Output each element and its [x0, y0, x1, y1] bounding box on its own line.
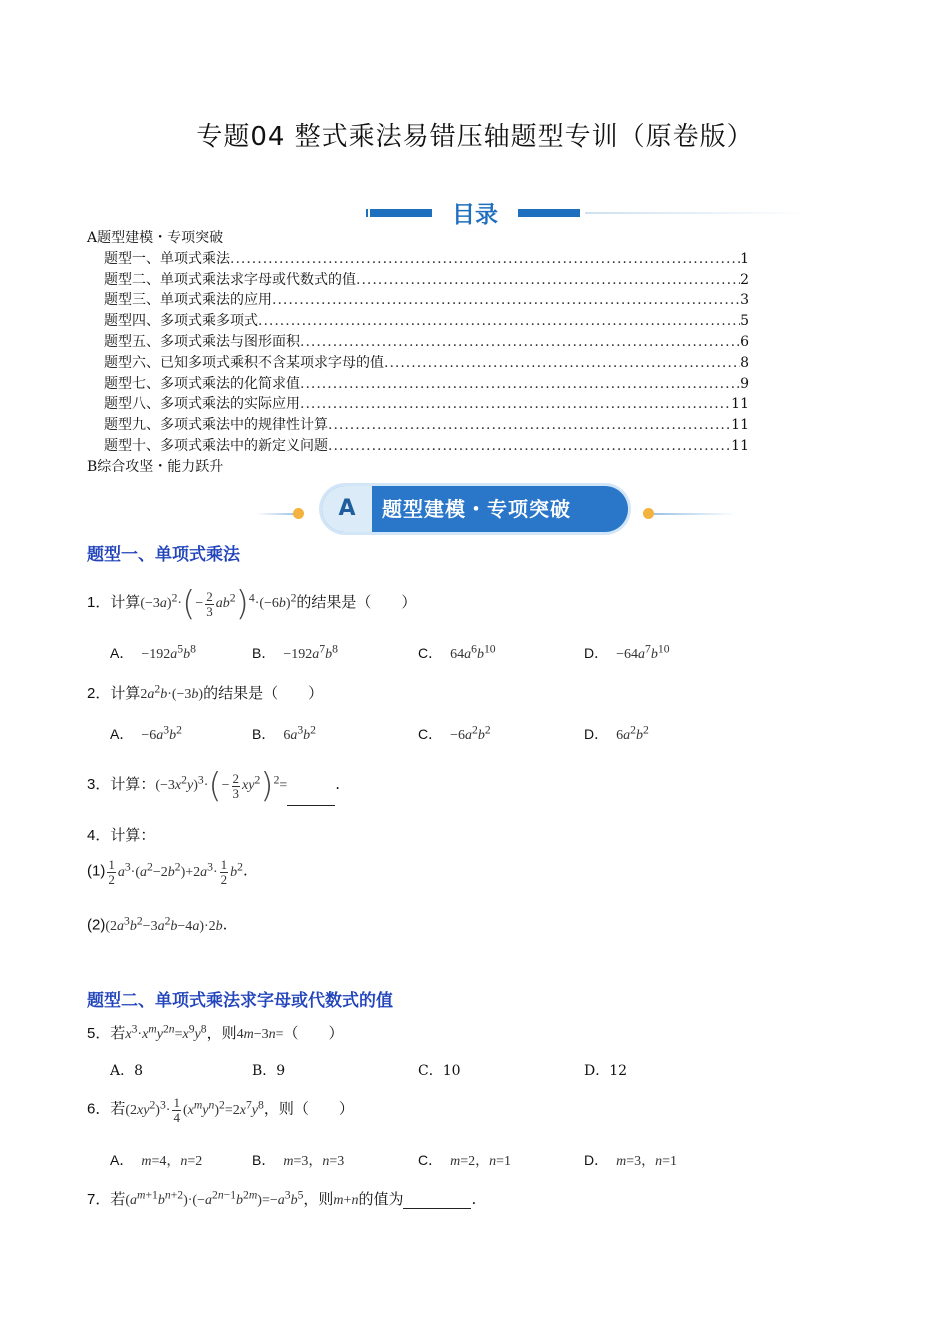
toc-section-a[interactable]: A题型建模・专项突破 [87, 230, 224, 246]
section-heading-1: 题型一、单项式乘法 [87, 545, 240, 565]
question-3: 3．计算：$(-3x^2y)^3\cdot(-$ $\frac{2}{3}$ $xy^2)^2=$ . [87, 766, 341, 806]
table-of-contents [87, 228, 749, 478]
toc-item[interactable]: 题型五、多项式乘法与图形面积 ..... 6 [87, 332, 749, 353]
option-d[interactable]: D．12 [584, 1063, 628, 1079]
toc-item[interactable]: 题型七、多项式乘法的化简求值 ..... 9 [87, 374, 749, 395]
question-4-part-1: (1) $\frac{1}{2}$ $a^3\cdot(a^2-2b^2)+2a^3\cdot$ $\frac{1}{2}$ $b^2$. [87, 857, 248, 887]
banner-dot-left [293, 508, 304, 519]
question-6: 6．若$(2xy^2)^3\cdot$ $\frac{1}{4}$ $(x^my^n)^2=2x^7y^8$，则（ ） [87, 1095, 354, 1125]
question-5: 5．若$x^3\cdot x^my^{2n}=x^9y^8$，则4m−3n=（ ） [87, 1022, 344, 1042]
option-c[interactable]: C．10 [418, 1063, 461, 1079]
banner-letter: A [322, 486, 372, 532]
toc-heading-text: 目录 [452, 202, 498, 228]
option-b[interactable]: B． m=3，n=3 [252, 1152, 345, 1169]
question-1: 1．计算$(-3a)^2\cdot(-$ $\frac{2}{3}$ $ab^2)^4\cdot(-6b)^2$的结果是（ ） [87, 584, 417, 624]
toc-item[interactable]: 题型四、多项式乘多项式 ..... 5 [87, 311, 749, 332]
toc-item[interactable]: 题型八、多项式乘法的实际应用 ..... 11 [87, 394, 749, 415]
toc-item[interactable]: 题型十、多项式乘法中的新定义问题 ..... 11 [87, 436, 749, 457]
option-b[interactable]: B．9 [252, 1063, 286, 1079]
question-4-part-2: $(2)(2a^3b^2-3a^2b-4a)\cdot 2b$. [87, 914, 228, 934]
answer-blank[interactable] [403, 1192, 471, 1209]
option-a[interactable]: A． $-192a^5b^8$ [110, 642, 196, 662]
option-d[interactable]: D． m=3，n=1 [584, 1152, 678, 1169]
q2-expression: $2a^2b\cdot(-3b)$ [140, 682, 204, 702]
question-7: 7．若$(a^{m+1}b^{n+2})\cdot(-a^{2n-1}b^{2m})=-a^3b^5$，则m+n的值为 . [87, 1188, 477, 1208]
answer-blank[interactable] [287, 789, 335, 806]
option-c[interactable]: C． $64a^6b^{10}$ [418, 642, 496, 662]
q1-expression: $(-3a)^2\cdot(-$ $\frac{2}{3}$ $ab^2)^4\cdot(-6b)^2$ [140, 584, 297, 624]
option-b[interactable]: B． $-192a^7b^8$ [252, 642, 338, 662]
toc-item[interactable]: 题型九、多项式乘法中的规律性计算 ..... 11 [87, 415, 749, 436]
section-heading-2: 题型二、单项式乘法求字母或代数式的值 [87, 991, 393, 1011]
option-b[interactable]: B． $6a^3b^2$ [252, 723, 316, 743]
option-d[interactable]: D． $-64a^7b^{10}$ [584, 642, 670, 662]
option-d[interactable]: D． $6a^2b^2$ [584, 723, 649, 743]
toc-heading [370, 196, 580, 228]
banner-pill [322, 486, 628, 532]
toc-heading-bar-right [518, 209, 580, 217]
option-c[interactable]: C． $-6a^2b^2$ [418, 723, 491, 743]
toc-section-b[interactable]: B综合攻坚・能力跃升 [87, 458, 224, 475]
banner-dot-right [643, 508, 654, 519]
question-2: 2．计算$2a^2b\cdot(-3b)$的结果是（ ） [87, 682, 324, 702]
toc-item[interactable]: 题型六、已知多项式乘积不含某项求字母的值 ..... 8 [87, 353, 749, 374]
page-title: 专题04 整式乘法易错压轴题型专训（原卷版） [196, 122, 754, 152]
toc-item[interactable]: 题型二、单项式乘法求字母或代数式的值 ..... 2 [87, 270, 749, 291]
option-c[interactable]: C． m=2，n=1 [418, 1152, 512, 1169]
toc-item[interactable]: 题型一、单项式乘法 ..... 1 [87, 249, 749, 270]
option-a[interactable]: A． m=4，n=2 [110, 1152, 203, 1169]
option-a[interactable]: A．8 [110, 1063, 144, 1079]
q3-expression: $(-3x^2y)^3\cdot(-$ $\frac{2}{3}$ $xy^2)^2=$ [155, 766, 288, 806]
toc-item[interactable]: 题型三、单项式乘法的应用 ..... 3 [87, 290, 749, 311]
question-4: 4．计算： [87, 826, 156, 844]
banner-text: 题型建模・专项突破 [382, 497, 571, 521]
section-banner [256, 486, 736, 532]
option-a[interactable]: A． $-6a^3b^2$ [110, 723, 182, 743]
